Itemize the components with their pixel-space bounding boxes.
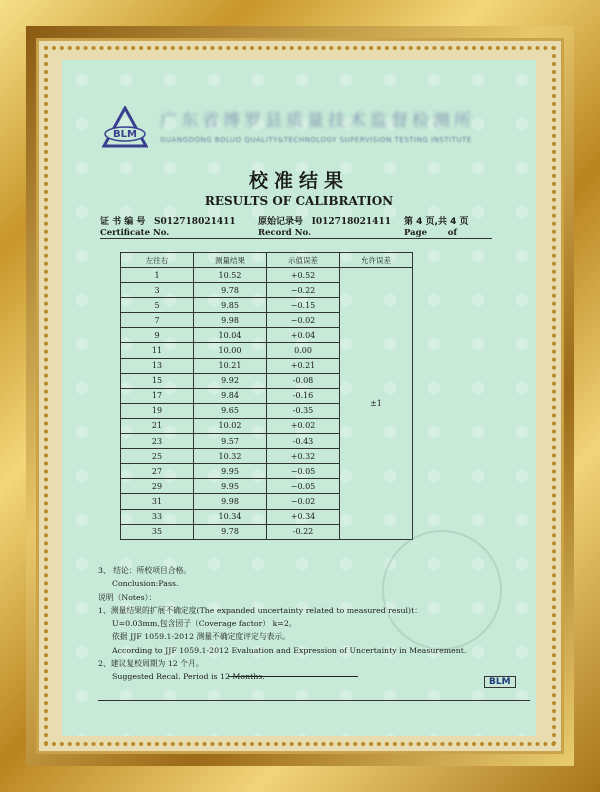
cell-error: +0.52 — [267, 268, 340, 283]
cell-pos: 9 — [121, 328, 194, 343]
title-cn: 校准结果 — [248, 170, 349, 192]
record-label-cn: 原始记录号 — [258, 217, 304, 227]
cell-result: 9.84 — [194, 388, 267, 403]
cell-error: -0.22 — [267, 524, 340, 539]
certificate-page — [62, 60, 536, 736]
cell-pos: 11 — [121, 343, 194, 358]
cell-result: 10.04 — [194, 328, 267, 343]
page-en: Page of — [404, 228, 458, 238]
cell-result: 9.57 — [194, 434, 267, 449]
cell-pos: 5 — [121, 298, 194, 313]
cell-pos: 33 — [121, 509, 194, 524]
cell-error: +0.34 — [267, 509, 340, 524]
cell-error: +0.04 — [267, 328, 340, 343]
note-1-basis-cn: 依据 JJF 1059.1-2012 测量不确定度评定与表示。 — [112, 632, 291, 642]
cell-result: 9.95 — [194, 479, 267, 494]
cell-error: +0.02 — [267, 418, 340, 433]
cell-result: 9.78 — [194, 524, 267, 539]
cell-result: 10.32 — [194, 449, 267, 464]
cell-error: +0.32 — [267, 449, 340, 464]
note-2-cn: 2、建议复校周期为 12 个月。 — [98, 659, 204, 669]
cell-pos: 29 — [121, 479, 194, 494]
col-header-position: 左往右 — [121, 253, 194, 268]
cell-pos: 3 — [121, 283, 194, 298]
cell-pos: 25 — [121, 449, 194, 464]
title-en: RESULTS OF CALIBRATION — [204, 194, 394, 208]
org-name-en: GUANGDONG BOLUO QUALITY&TECHNOLOGY SUPERVISION TESTING INSTITUTE — [160, 136, 472, 144]
cell-result: 9.92 — [194, 373, 267, 388]
cell-pos: 1 — [121, 268, 194, 283]
notes-block — [98, 564, 466, 684]
cell-error: -0.43 — [267, 434, 340, 449]
results-body — [121, 268, 413, 540]
note-1-uncertainty: U=0.03mm,包含因子（Coverage factor） k=2。 — [112, 619, 297, 629]
cell-pos: 7 — [121, 313, 194, 328]
notes-label: 说明（Notes）： — [98, 592, 157, 602]
signature-line — [228, 676, 358, 677]
cert-number: S012718021411 — [154, 217, 236, 227]
note-2-en: Suggested Recal. Period is 12 Months. — [112, 672, 265, 682]
record-label-en: Record No. — [258, 228, 311, 238]
cell-error: -0.35 — [267, 403, 340, 418]
results-table — [120, 252, 413, 540]
table-header-row — [121, 253, 413, 268]
cell-result: 9.98 — [194, 313, 267, 328]
cell-error: −0.02 — [267, 313, 340, 328]
blm-logo-icon — [102, 106, 148, 150]
cell-error: −0.05 — [267, 479, 340, 494]
org-name-cn: 广东省博罗县质量技术监督检测所 — [160, 111, 475, 131]
cell-error: 0.00 — [267, 343, 340, 358]
cell-error: −0.15 — [267, 298, 340, 313]
cell-error: +0.21 — [267, 358, 340, 373]
cell-pos: 21 — [121, 418, 194, 433]
cell-error: -0.08 — [267, 373, 340, 388]
footer-divider — [98, 700, 530, 701]
cell-result: 9.95 — [194, 464, 267, 479]
svg-text:BLM: BLM — [113, 129, 137, 140]
cell-pos: 31 — [121, 494, 194, 509]
cell-result: 10.21 — [194, 358, 267, 373]
cell-result: 10.00 — [194, 343, 267, 358]
cell-result: 10.34 — [194, 509, 267, 524]
page-cn: 第 4 页,共 4 页 — [404, 217, 469, 227]
cell-result: 9.98 — [194, 494, 267, 509]
cell-pos: 27 — [121, 464, 194, 479]
conclusion-cn: 3、 结论：所校项目合格。 — [98, 566, 192, 575]
footer-badge: BLM — [484, 676, 516, 688]
cell-pos: 23 — [121, 434, 194, 449]
col-header-result: 测量结果 — [194, 253, 267, 268]
cell-pos: 13 — [121, 358, 194, 373]
cell-pos: 19 — [121, 403, 194, 418]
cell-pos: 15 — [121, 373, 194, 388]
col-header-error: 示值误差 — [267, 253, 340, 268]
page-number-block — [404, 214, 468, 238]
cell-error: −0.22 — [267, 283, 340, 298]
col-header-tolerance: 允许误差 — [340, 253, 413, 268]
cell-error: −0.02 — [267, 494, 340, 509]
cert-label-cn: 证 书 编 号 — [100, 217, 146, 227]
cell-pos: 35 — [121, 524, 194, 539]
record-number: I012718021411 — [311, 217, 391, 227]
cell-error: −0.05 — [267, 464, 340, 479]
cell-error: -0.16 — [267, 388, 340, 403]
cell-result: 9.85 — [194, 298, 267, 313]
cert-label-en: Certificate No. — [100, 228, 170, 238]
cell-result: 10.02 — [194, 418, 267, 433]
record-number-block — [258, 214, 391, 238]
header-divider — [100, 238, 492, 239]
conclusion-en: Conclusion:Pass. — [112, 579, 179, 589]
cell-pos: 17 — [121, 388, 194, 403]
note-1-cn: 1、测量结果的扩展不确定度(The expanded uncertainty related to measured resul)t： — [98, 605, 423, 615]
cell-result: 9.78 — [194, 283, 267, 298]
cell-result: 10.52 — [194, 268, 267, 283]
cell-result: 9.65 — [194, 403, 267, 418]
table-row — [121, 268, 413, 283]
note-1-basis-en: According to JJF 1059.1-2012 Evaluation and Expression of Uncertainty in Measurement. — [112, 645, 467, 655]
cell-tolerance: ±1 — [340, 268, 413, 540]
certificate-number-block — [100, 214, 236, 238]
